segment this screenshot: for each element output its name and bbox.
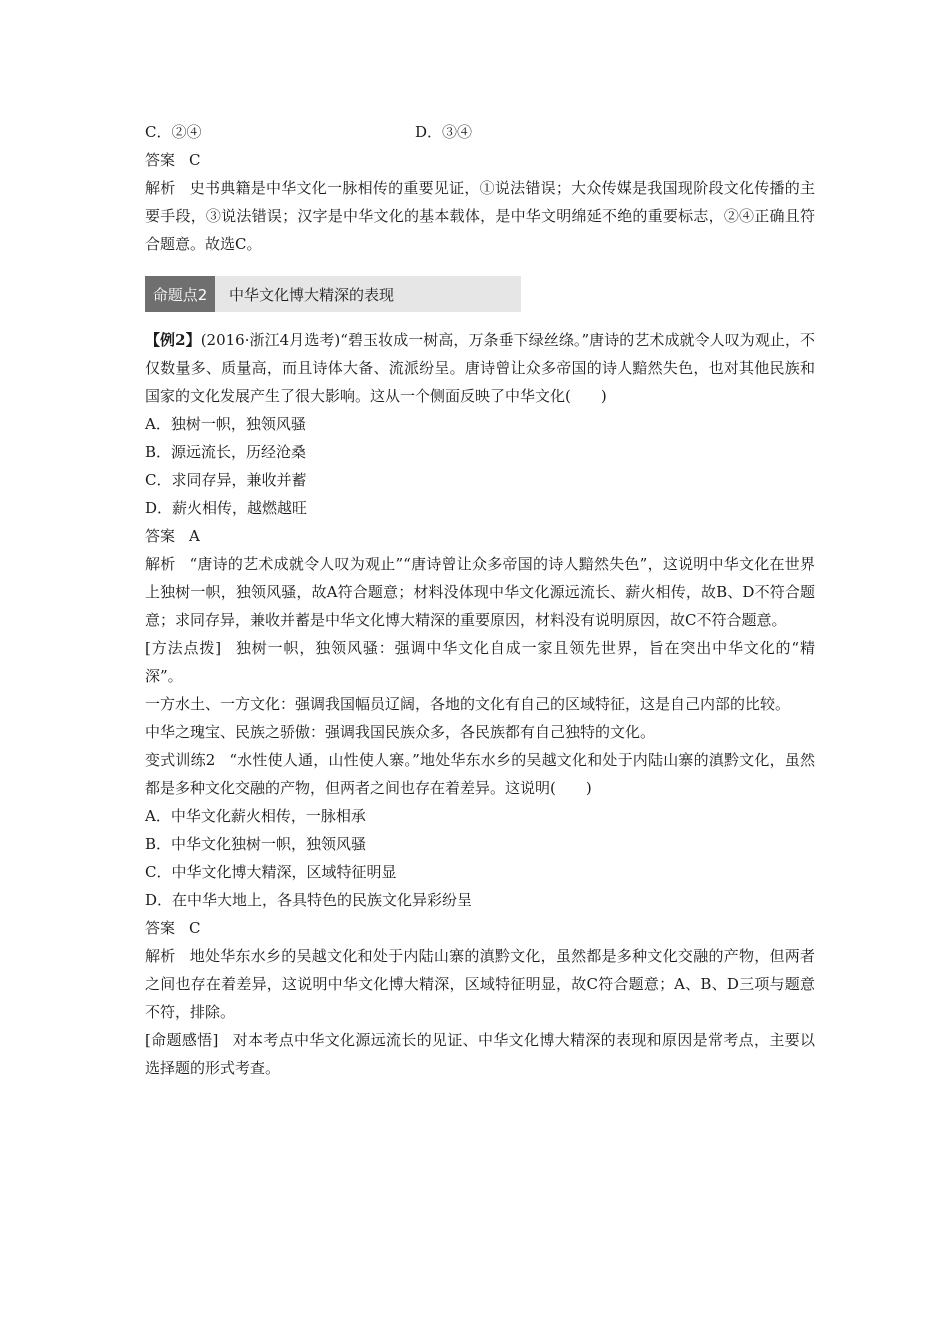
example-label: 【例2】 [145, 331, 201, 349]
answer-value: A [189, 527, 200, 545]
variant-option-c: C．中华文化博大精深，区域特征明显 [145, 863, 397, 881]
variant-stem-text: “水性使人通，山性使人寨。”地处华东水乡的吴越文化和处于内陆山寨的滇黔文化，虽然都是多种文化交融的产物，但两者之间也存在着差异。这说明( ) [145, 751, 816, 797]
example-option-b: B．源远流长，历经沧桑 [145, 443, 307, 461]
prev-answer [145, 146, 815, 174]
section-tag: 命题点2 [145, 276, 215, 312]
variant-stem [145, 746, 815, 802]
prev-analysis [145, 174, 815, 258]
analysis-text: “唐诗的艺术成就令人叹为观止”“唐诗曾让众多帝国的诗人黯然失色”，这说明中华文化在世界上独树一帜，独领风骚，故A符合题意；材料没体现中华文化源远流长、薪火相传，故B、D不符合题意；求同存异，兼收并蓄是中华文化博大精深的重要原因，材料没有说明原因，故C不符合题意。 [145, 555, 815, 629]
example-stem-text: (2016·浙江4月选考)“碧玉妆成一树高，万条垂下绿丝绦。”唐诗的艺术成就令人叹为观止，不仅数量多、质量高，而且诗体大备、流派纷呈。唐诗曾让众多帝国的诗人黯然失色，也对其他民族和国家的文化发展产生了很大影响。这从一个侧面反映了中华文化( ) [145, 331, 816, 405]
analysis-text: 地处华东水乡的吴越文化和处于内陆山寨的滇黔文化，虽然都是多种文化交融的产物，但两者之间也存在着差异，这说明中华文化博大精深，区域特征明显，故C符合题意；A、B、D三项与题意不符，排除。 [145, 947, 815, 1021]
example-answer [145, 522, 815, 550]
section-banner [145, 276, 521, 312]
answer-label: 答案 [145, 151, 176, 169]
analysis-label: 解析 [145, 555, 176, 573]
answer-value: C [189, 151, 201, 169]
variant-option-b: B．中华文化独树一帜，独领风骚 [145, 835, 367, 853]
method-text-1: 独树一帜，独领风骚：强调中华文化自成一家且领先世界，旨在突出中华文化的“精深”。 [145, 639, 815, 685]
section-title: 中华文化博大精深的表现 [229, 285, 395, 304]
example-analysis [145, 550, 815, 634]
insight [145, 1026, 815, 1082]
method-p3: 中华之瑰宝、民族之骄傲：强调我国民族众多，各民族都有自己独特的文化。 [145, 723, 656, 741]
answer-label: 答案 [145, 919, 176, 937]
insight-label: [命题感悟] [145, 1031, 219, 1049]
example-option-a: A．独树一帜，独领风骚 [145, 415, 306, 433]
variant-label: 变式训练2 [145, 751, 216, 769]
method-label: [方法点拨] [145, 639, 222, 657]
answer-value: C [189, 919, 201, 937]
document-page [145, 118, 815, 1082]
prev-option-c: C．②④ [145, 123, 202, 141]
variant-analysis [145, 942, 815, 1026]
analysis-label: 解析 [145, 947, 176, 965]
method-p1 [145, 634, 815, 690]
analysis-text: 史书典籍是中华文化一脉相传的重要见证，①说法错误；大众传媒是我国现阶段文化传播的主要手段，③说法错误；汉字是中华文化的基本载体，是中华文明绵延不绝的重要标志，②④正确且符合题意。故选C。 [145, 179, 815, 253]
prev-options [145, 118, 815, 146]
example-option-c: C．求同存异，兼收并蓄 [145, 471, 307, 489]
variant-option-a: A．中华文化薪火相传，一脉相承 [145, 807, 366, 825]
example-stem [145, 326, 815, 410]
method-p2: 一方水土、一方文化：强调我国幅员辽阔，各地的文化有自己的区域特征，这是自己内部的比较。 [145, 695, 791, 713]
answer-label: 答案 [145, 527, 176, 545]
variant-answer [145, 914, 815, 942]
insight-text: 对本考点中华文化源远流长的见证、中华文化博大精深的表现和原因是常考点，主要以选择题的形式考查。 [145, 1031, 815, 1077]
variant-option-d: D．在中华大地上，各具特色的民族文化异彩纷呈 [145, 891, 473, 909]
analysis-label: 解析 [145, 179, 176, 197]
prev-option-d: D．③④ [415, 123, 473, 141]
example-option-d: D．薪火相传，越燃越旺 [145, 499, 308, 517]
